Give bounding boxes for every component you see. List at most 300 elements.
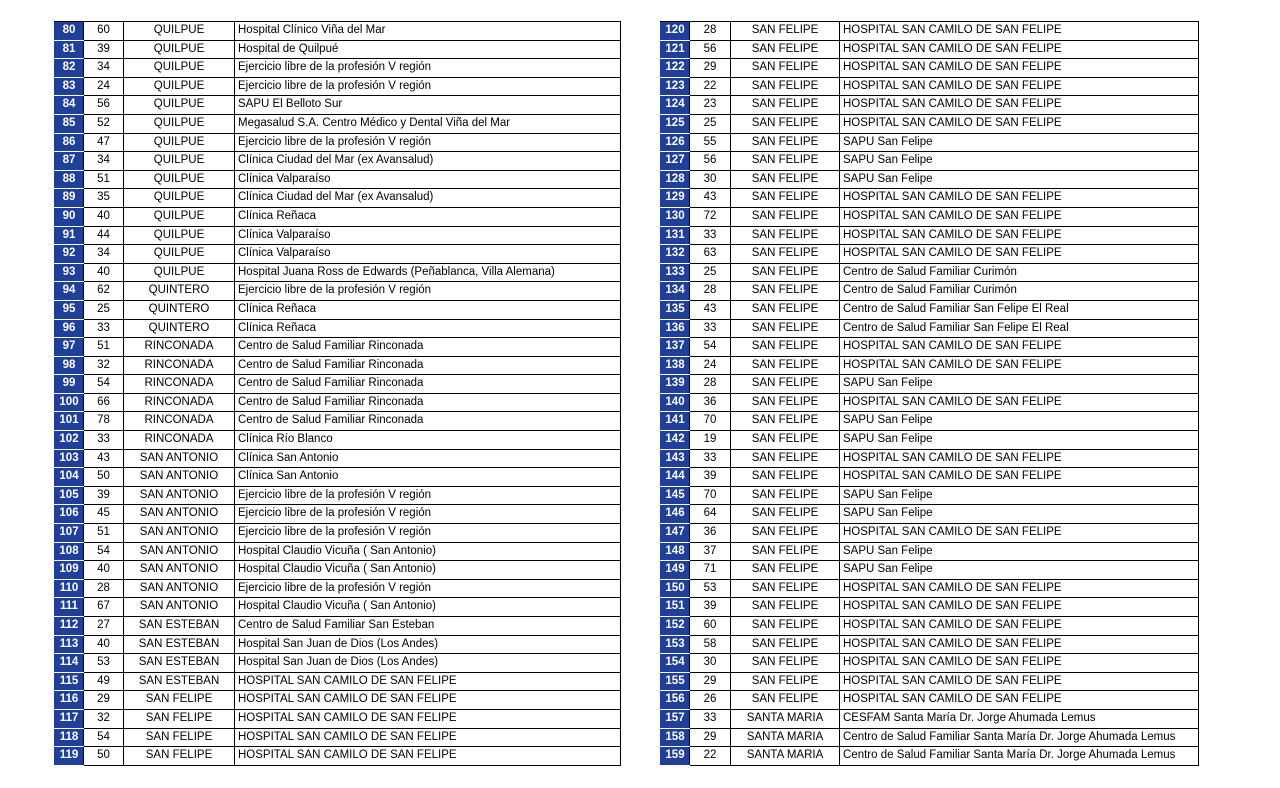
row-id-cell: 104 [55,468,84,487]
comuna-cell: SAN FELIPE [731,356,840,375]
age-cell: 33 [84,319,124,338]
comuna-cell: SAN FELIPE [124,728,235,747]
table-row [55,338,621,357]
row-id-cell: 94 [55,282,84,301]
institution-cell: HOSPITAL SAN CAMILO DE SAN FELIPE [840,189,1199,208]
row-id-cell: 83 [55,77,84,96]
institution-cell: Clínica Valparaíso [235,226,621,245]
comuna-cell: SAN FELIPE [731,114,840,133]
comuna-cell: SAN ANTONIO [124,598,235,617]
row-id-cell: 117 [55,709,84,728]
row-id-cell: 95 [55,300,84,319]
comuna-cell: RINCONADA [124,393,235,412]
row-id-cell: 84 [55,96,84,115]
age-cell: 50 [84,468,124,487]
table-row [661,598,1199,617]
institution-cell: SAPU San Felipe [840,133,1199,152]
comuna-cell: SAN FELIPE [731,691,840,710]
institution-cell: Ejercicio libre de la profesión V región [235,59,621,78]
table-row [661,728,1199,747]
comuna-cell: RINCONADA [124,431,235,450]
comuna-cell: QUILPUE [124,207,235,226]
row-id-cell: 150 [661,579,690,598]
comuna-cell: SAN FELIPE [731,431,840,450]
row-id-cell: 111 [55,598,84,617]
row-id-cell: 113 [55,635,84,654]
institution-cell: Ejercicio libre de la profesión V región [235,282,621,301]
age-cell: 29 [84,691,124,710]
institution-cell: Centro de Salud Familiar Rinconada [235,375,621,394]
age-cell: 54 [84,542,124,561]
age-cell: 43 [84,449,124,468]
table-body [661,22,1199,766]
table-row [55,561,621,580]
row-id-cell: 154 [661,654,690,673]
institution-cell: Ejercicio libre de la profesión V región [235,486,621,505]
institution-cell: SAPU El Belloto Sur [235,96,621,115]
row-id-cell: 138 [661,356,690,375]
row-id-cell: 106 [55,505,84,524]
row-id-cell: 91 [55,226,84,245]
row-id-cell: 142 [661,431,690,450]
age-cell: 36 [690,393,731,412]
row-id-cell: 129 [661,189,690,208]
institution-cell: Hospital Claudio Vicuña ( San Antonio) [235,542,621,561]
institution-cell: HOSPITAL SAN CAMILO DE SAN FELIPE [840,59,1199,78]
age-cell: 28 [690,282,731,301]
age-cell: 29 [690,59,731,78]
table-row [55,617,621,636]
institution-cell: Hospital San Juan de Dios (Los Andes) [235,635,621,654]
row-id-cell: 88 [55,170,84,189]
institution-cell: HOSPITAL SAN CAMILO DE SAN FELIPE [235,728,621,747]
row-id-cell: 121 [661,40,690,59]
comuna-cell: SANTA MARIA [731,728,840,747]
institution-cell: SAPU San Felipe [840,412,1199,431]
table-row [55,152,621,171]
row-id-cell: 125 [661,114,690,133]
institution-cell: HOSPITAL SAN CAMILO DE SAN FELIPE [840,114,1199,133]
institution-cell: HOSPITAL SAN CAMILO DE SAN FELIPE [840,468,1199,487]
row-id-cell: 98 [55,356,84,375]
row-id-cell: 119 [55,747,84,766]
comuna-cell: SAN FELIPE [124,691,235,710]
table-row [661,747,1199,766]
institution-cell: HOSPITAL SAN CAMILO DE SAN FELIPE [840,96,1199,115]
age-cell: 52 [84,114,124,133]
row-id-cell: 97 [55,338,84,357]
age-cell: 58 [690,635,731,654]
comuna-cell: SAN ANTONIO [124,561,235,580]
age-cell: 33 [690,319,731,338]
comuna-cell: SAN FELIPE [124,747,235,766]
table-row [661,542,1199,561]
age-cell: 49 [84,672,124,691]
table-row [55,170,621,189]
comuna-cell: QUILPUE [124,96,235,115]
comuna-cell: QUILPUE [124,152,235,171]
age-cell: 62 [84,282,124,301]
comuna-cell: SAN FELIPE [731,77,840,96]
row-id-cell: 107 [55,524,84,543]
table-row [55,449,621,468]
age-cell: 30 [690,170,731,189]
table-row [55,207,621,226]
comuna-cell: SAN FELIPE [731,282,840,301]
row-id-cell: 148 [661,542,690,561]
age-cell: 45 [84,505,124,524]
row-id-cell: 92 [55,245,84,264]
institution-cell: Centro de Salud Familiar Rinconada [235,356,621,375]
age-cell: 33 [84,431,124,450]
table-row [55,114,621,133]
row-id-cell: 146 [661,505,690,524]
table-row [661,449,1199,468]
comuna-cell: SAN FELIPE [731,300,840,319]
table-row [55,282,621,301]
row-id-cell: 86 [55,133,84,152]
table-row [55,505,621,524]
table-row [661,356,1199,375]
row-id-cell: 149 [661,561,690,580]
age-cell: 34 [84,59,124,78]
table-row [55,579,621,598]
table-row [661,22,1199,41]
institution-cell: SAPU San Felipe [840,170,1199,189]
age-cell: 39 [84,486,124,505]
comuna-cell: QUILPUE [124,40,235,59]
comuna-cell: SAN FELIPE [731,524,840,543]
institution-cell: HOSPITAL SAN CAMILO DE SAN FELIPE [840,245,1199,264]
institution-cell: Megasalud S.A. Centro Médico y Dental Viña del Mar [235,114,621,133]
age-cell: 22 [690,77,731,96]
age-cell: 43 [690,300,731,319]
comuna-cell: SAN ANTONIO [124,449,235,468]
table-row [661,561,1199,580]
age-cell: 51 [84,524,124,543]
row-id-cell: 143 [661,449,690,468]
institution-cell: Clínica Ciudad del Mar (ex Avansalud) [235,189,621,208]
institution-cell: SAPU San Felipe [840,431,1199,450]
age-cell: 39 [84,40,124,59]
row-id-cell: 147 [661,524,690,543]
age-cell: 32 [84,356,124,375]
comuna-cell: QUINTERO [124,300,235,319]
comuna-cell: SAN ANTONIO [124,542,235,561]
table-row [661,319,1199,338]
row-id-cell: 115 [55,672,84,691]
age-cell: 40 [84,263,124,282]
table-row [55,319,621,338]
institution-cell: CESFAM Santa María Dr. Jorge Ahumada Lemus [840,709,1199,728]
institution-cell: HOSPITAL SAN CAMILO DE SAN FELIPE [840,226,1199,245]
data-table-left [54,21,621,766]
age-cell: 34 [84,245,124,264]
age-cell: 39 [690,468,731,487]
comuna-cell: QUINTERO [124,319,235,338]
age-cell: 63 [690,245,731,264]
table-row [661,505,1199,524]
institution-cell: HOSPITAL SAN CAMILO DE SAN FELIPE [840,22,1199,41]
comuna-cell: RINCONADA [124,356,235,375]
data-table-right [660,21,1199,766]
age-cell: 56 [690,152,731,171]
comuna-cell: SAN ANTONIO [124,468,235,487]
comuna-cell: SAN FELIPE [731,654,840,673]
age-cell: 51 [84,170,124,189]
comuna-cell: SAN FELIPE [731,542,840,561]
row-id-cell: 157 [661,709,690,728]
age-cell: 30 [690,654,731,673]
comuna-cell: SAN ESTEBAN [124,617,235,636]
age-cell: 55 [690,133,731,152]
table-row [55,431,621,450]
table-row [55,412,621,431]
comuna-cell: SAN ESTEBAN [124,654,235,673]
institution-cell: Hospital Claudio Vicuña ( San Antonio) [235,598,621,617]
institution-cell: HOSPITAL SAN CAMILO DE SAN FELIPE [235,691,621,710]
table-row [55,133,621,152]
row-id-cell: 82 [55,59,84,78]
institution-cell: HOSPITAL SAN CAMILO DE SAN FELIPE [840,579,1199,598]
table-row [55,40,621,59]
comuna-cell: SAN FELIPE [731,96,840,115]
institution-cell: Hospital Claudio Vicuña ( San Antonio) [235,561,621,580]
institution-cell: HOSPITAL SAN CAMILO DE SAN FELIPE [840,635,1199,654]
row-id-cell: 80 [55,22,84,41]
row-id-cell: 158 [661,728,690,747]
row-id-cell: 81 [55,40,84,59]
age-cell: 28 [690,375,731,394]
table-row [661,40,1199,59]
age-cell: 40 [84,635,124,654]
comuna-cell: SAN ESTEBAN [124,635,235,654]
institution-cell: Clínica Valparaíso [235,245,621,264]
age-cell: 23 [690,96,731,115]
table-row [661,412,1199,431]
table-row [55,598,621,617]
comuna-cell: SAN FELIPE [731,375,840,394]
institution-cell: HOSPITAL SAN CAMILO DE SAN FELIPE [840,77,1199,96]
age-cell: 54 [84,728,124,747]
comuna-cell: SAN ESTEBAN [124,672,235,691]
institution-cell: Centro de Salud Familiar San Felipe El Real [840,319,1199,338]
row-id-cell: 114 [55,654,84,673]
row-id-cell: 120 [661,22,690,41]
table-row [661,245,1199,264]
row-id-cell: 96 [55,319,84,338]
institution-cell: Centro de Salud Familiar Rinconada [235,393,621,412]
table-row [661,114,1199,133]
comuna-cell: SAN FELIPE [731,133,840,152]
table-row [55,300,621,319]
age-cell: 71 [690,561,731,580]
comuna-cell: QUILPUE [124,245,235,264]
row-id-cell: 156 [661,691,690,710]
age-cell: 27 [84,617,124,636]
comuna-cell: SAN FELIPE [731,245,840,264]
institution-cell: Clínica Reñaca [235,300,621,319]
age-cell: 40 [84,207,124,226]
institution-cell: HOSPITAL SAN CAMILO DE SAN FELIPE [840,207,1199,226]
table-row [55,22,621,41]
comuna-cell: SAN FELIPE [731,170,840,189]
institution-cell: HOSPITAL SAN CAMILO DE SAN FELIPE [840,338,1199,357]
comuna-cell: QUILPUE [124,77,235,96]
institution-cell: Ejercicio libre de la profesión V región [235,524,621,543]
institution-cell: Ejercicio libre de la profesión V región [235,133,621,152]
institution-cell: HOSPITAL SAN CAMILO DE SAN FELIPE [235,672,621,691]
table-row [661,672,1199,691]
table-row [661,300,1199,319]
age-cell: 22 [690,747,731,766]
row-id-cell: 112 [55,617,84,636]
comuna-cell: QUILPUE [124,22,235,41]
comuna-cell: SAN FELIPE [731,449,840,468]
institution-cell: HOSPITAL SAN CAMILO DE SAN FELIPE [840,691,1199,710]
comuna-cell: QUILPUE [124,263,235,282]
comuna-cell: SAN FELIPE [731,22,840,41]
row-id-cell: 134 [661,282,690,301]
age-cell: 53 [690,579,731,598]
age-cell: 53 [84,654,124,673]
table-row [661,77,1199,96]
comuna-cell: SAN ANTONIO [124,505,235,524]
comuna-cell: SAN FELIPE [731,40,840,59]
table-body [55,22,621,766]
row-id-cell: 93 [55,263,84,282]
age-cell: 29 [690,728,731,747]
age-cell: 40 [84,561,124,580]
institution-cell: SAPU San Felipe [840,486,1199,505]
institution-cell: HOSPITAL SAN CAMILO DE SAN FELIPE [840,654,1199,673]
row-id-cell: 140 [661,393,690,412]
comuna-cell: SAN FELIPE [731,468,840,487]
row-id-cell: 136 [661,319,690,338]
row-id-cell: 90 [55,207,84,226]
institution-cell: Centro de Salud Familiar Santa María Dr. Jorge Ahumada Lemus [840,747,1199,766]
comuna-cell: SAN FELIPE [731,672,840,691]
age-cell: 26 [690,691,731,710]
age-cell: 25 [690,114,731,133]
row-id-cell: 153 [661,635,690,654]
institution-cell: Clínica San Antonio [235,449,621,468]
institution-cell: Centro de Salud Familiar Rinconada [235,412,621,431]
institution-cell: HOSPITAL SAN CAMILO DE SAN FELIPE [840,449,1199,468]
table-row [55,59,621,78]
institution-cell: Clínica Valparaíso [235,170,621,189]
row-id-cell: 128 [661,170,690,189]
row-id-cell: 132 [661,245,690,264]
comuna-cell: SAN FELIPE [731,59,840,78]
comuna-cell: SAN ANTONIO [124,524,235,543]
institution-cell: Centro de Salud Familiar Rinconada [235,338,621,357]
table-row [661,524,1199,543]
table-row [661,468,1199,487]
comuna-cell: SAN FELIPE [731,226,840,245]
comuna-cell: SANTA MARIA [731,747,840,766]
row-id-cell: 137 [661,338,690,357]
institution-cell: Clínica Ciudad del Mar (ex Avansalud) [235,152,621,171]
age-cell: 37 [690,542,731,561]
row-id-cell: 108 [55,542,84,561]
row-id-cell: 123 [661,77,690,96]
institution-cell: Centro de Salud Familiar Curimón [840,282,1199,301]
table-row [55,226,621,245]
institution-cell: SAPU San Felipe [840,152,1199,171]
row-id-cell: 85 [55,114,84,133]
row-id-cell: 133 [661,263,690,282]
table-row [55,709,621,728]
row-id-cell: 124 [661,96,690,115]
age-cell: 54 [84,375,124,394]
row-id-cell: 151 [661,598,690,617]
age-cell: 34 [84,152,124,171]
table-row [55,747,621,766]
age-cell: 70 [690,486,731,505]
age-cell: 67 [84,598,124,617]
row-id-cell: 155 [661,672,690,691]
row-id-cell: 145 [661,486,690,505]
table-row [55,96,621,115]
row-id-cell: 122 [661,59,690,78]
table-row [55,524,621,543]
comuna-cell: QUILPUE [124,189,235,208]
table-row [661,486,1199,505]
table-row [661,617,1199,636]
comuna-cell: SAN FELIPE [731,412,840,431]
row-id-cell: 89 [55,189,84,208]
comuna-cell: SAN FELIPE [731,561,840,580]
row-id-cell: 109 [55,561,84,580]
age-cell: 25 [690,263,731,282]
row-id-cell: 103 [55,449,84,468]
institution-cell: SAPU San Felipe [840,561,1199,580]
row-id-cell: 105 [55,486,84,505]
comuna-cell: SAN FELIPE [731,338,840,357]
institution-cell: HOSPITAL SAN CAMILO DE SAN FELIPE [840,356,1199,375]
comuna-cell: SAN FELIPE [731,152,840,171]
table-row [55,393,621,412]
institution-cell: HOSPITAL SAN CAMILO DE SAN FELIPE [235,747,621,766]
institution-cell: Centro de Salud Familiar Curimón [840,263,1199,282]
institution-cell: SAPU San Felipe [840,375,1199,394]
table-row [661,431,1199,450]
age-cell: 60 [690,617,731,636]
row-id-cell: 135 [661,300,690,319]
comuna-cell: SAN FELIPE [731,505,840,524]
comuna-cell: SAN FELIPE [731,207,840,226]
table-row [661,635,1199,654]
table-row [661,338,1199,357]
table-row [55,245,621,264]
comuna-cell: SAN FELIPE [731,617,840,636]
table-row [661,691,1199,710]
table-row [55,542,621,561]
comuna-cell: SAN ANTONIO [124,486,235,505]
institution-cell: Hospital de Quilpué [235,40,621,59]
institution-cell: Centro de Salud Familiar San Esteban [235,617,621,636]
comuna-cell: RINCONADA [124,338,235,357]
age-cell: 64 [690,505,731,524]
comuna-cell: SAN FELIPE [731,598,840,617]
institution-cell: Clínica San Antonio [235,468,621,487]
age-cell: 24 [690,356,731,375]
row-id-cell: 102 [55,431,84,450]
row-id-cell: 126 [661,133,690,152]
comuna-cell: QUILPUE [124,59,235,78]
row-id-cell: 152 [661,617,690,636]
